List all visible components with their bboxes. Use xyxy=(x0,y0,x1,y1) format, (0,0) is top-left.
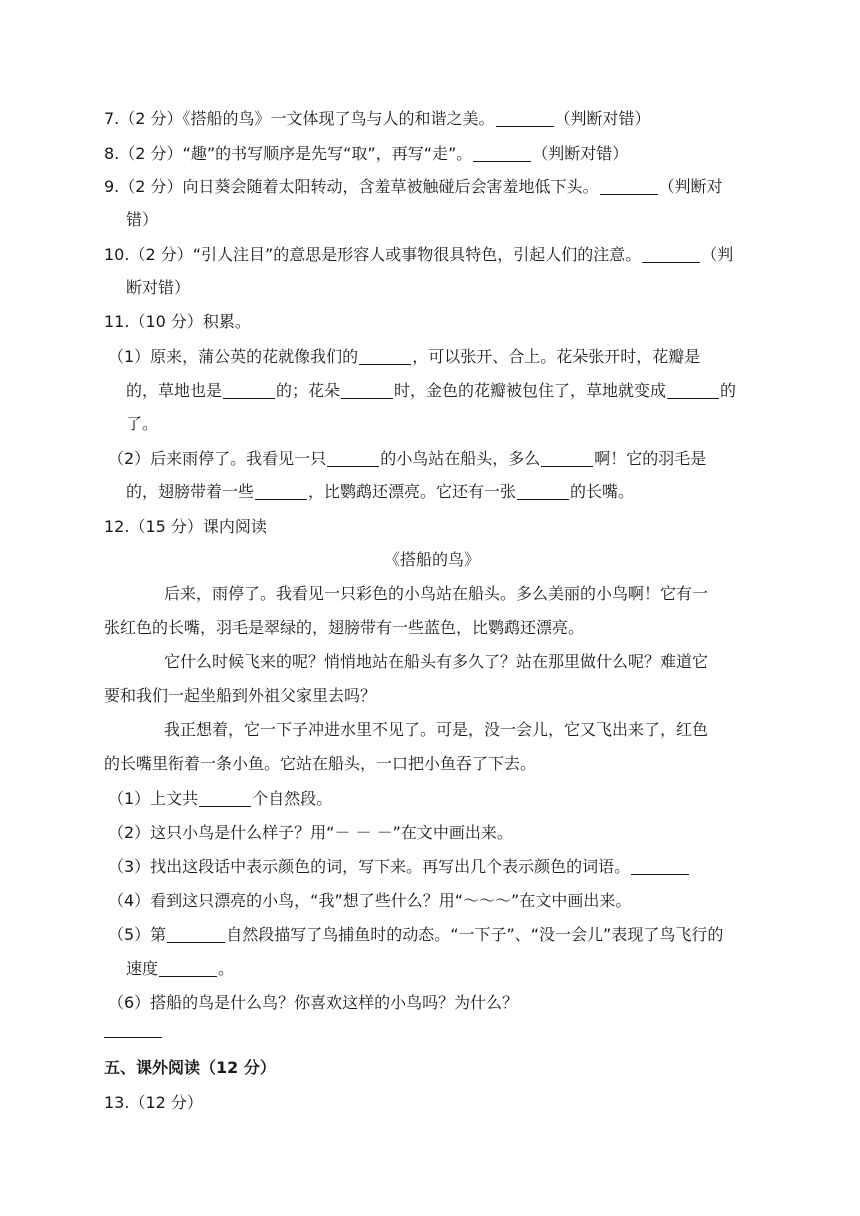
q11-p2-blank-2[interactable] xyxy=(541,448,593,467)
q11-p2-text-e: ，比鹦鹉还漂亮。它还有一张 xyxy=(308,482,517,501)
question-11-title xyxy=(104,305,760,339)
q11-p2-blank-3[interactable] xyxy=(255,481,307,500)
q11-p1-blank-4[interactable] xyxy=(667,380,719,399)
q11-p1-blank-2[interactable] xyxy=(223,380,275,399)
passage-line-4 xyxy=(104,679,760,713)
q11-part1-line2 xyxy=(126,374,760,408)
q11-p1-text-e: 时，金色的花瓣被包住了，草地就变成 xyxy=(394,381,667,400)
q12-sub-6 xyxy=(108,986,764,1020)
question-8 xyxy=(104,137,760,171)
question-10-cont xyxy=(126,271,760,305)
passage-text: 的长嘴里衔着一条小鱼。它站在船头，一口把小鱼吞了下去。 xyxy=(104,754,537,773)
q12-sub-4 xyxy=(108,884,764,918)
q12-s6-answer-blank[interactable] xyxy=(104,1037,162,1038)
q10-answer-blank[interactable] xyxy=(642,244,700,263)
q11-p1-blank-3[interactable] xyxy=(341,380,393,399)
question-13-title xyxy=(104,1086,760,1120)
q11-title-text: 11.（10 分）积累。 xyxy=(104,312,251,331)
q12-s5-blank-1[interactable] xyxy=(167,924,225,943)
passage-text: 要和我们一起坐船到外祖父家里去吗？ xyxy=(104,686,377,705)
question-10 xyxy=(104,238,760,272)
passage-text: 它什么时候飞来的呢？悄悄地站在船头有多久了？站在那里做什么呢？难道它 xyxy=(164,652,709,671)
q11-part2-line2 xyxy=(126,475,760,509)
question-12-title xyxy=(104,510,760,544)
q12-s5-text-c: 速度 xyxy=(126,959,159,978)
passage-text: 张红色的长嘴，羽毛是翠绿的，翅膀带有一些蓝色，比鹦鹉还漂亮。 xyxy=(104,618,585,637)
q12-sub-5 xyxy=(108,918,764,952)
q9-text: 9.（2 分）向日葵会随着太阳转动，含羞草被触碰后会害羞地低下头。 xyxy=(104,177,599,196)
q12-s6-text: （6）搭船的鸟是什么鸟？你喜欢这样的小鸟吗？为什么？ xyxy=(108,993,519,1012)
q11-p2-text-c: 啊！它的羽毛是 xyxy=(594,449,707,468)
q10-text: 10.（2 分）“引人注目”的意思是形容人或事物很具特色，引起人们的注意。 xyxy=(104,245,642,264)
q11-p1-text-c: 的，草地也是 xyxy=(126,381,223,400)
q11-p1-text-b: ，可以张开、合上。花朵张开时，花瓣是 xyxy=(412,347,701,366)
q11-p2-text-d: 的，翅膀带着一些 xyxy=(126,482,255,501)
q12-sub-2 xyxy=(108,816,764,850)
passage-line-5 xyxy=(164,713,760,747)
q12-s1-text-b: 个自然段。 xyxy=(252,789,333,808)
q7-answer-blank[interactable] xyxy=(496,108,554,127)
passage-title-text: 《搭船的鸟》 xyxy=(383,550,480,569)
question-7 xyxy=(104,102,760,136)
q11-part1-line3 xyxy=(126,407,760,441)
q12-s3-text: （3）找出这段话中表示颜色的词，写下来。再写出几个表示颜色的词语。 xyxy=(108,857,631,876)
section-5-title: 五、课外阅读（12 分） xyxy=(104,1058,276,1077)
q12-s5-blank-2[interactable] xyxy=(159,958,217,977)
passage-line-2 xyxy=(104,611,760,645)
q11-p1-text-f: 的 xyxy=(720,381,737,400)
q8-answer-blank[interactable] xyxy=(473,143,531,162)
q13-title-text: 13.（12 分） xyxy=(104,1093,203,1112)
q8-text: 8.（2 分）“趣”的书写顺序是先写“取”，再写“走”。 xyxy=(104,144,473,163)
q11-p2-blank-1[interactable] xyxy=(327,448,379,467)
q7-text: 7.（2 分）《搭船的鸟》一文体现了鸟与人的和谐之美。 xyxy=(104,109,495,128)
q11-p2-blank-4[interactable] xyxy=(517,481,569,500)
q11-p1-text-g: 了。 xyxy=(126,414,159,433)
q12-sub-3 xyxy=(108,850,764,884)
passage-text: 后来，雨停了。我看见一只彩色的小鸟站在船头。多么美丽的小鸟啊！它有一 xyxy=(164,584,709,603)
q12-s5-text-b: 自然段描写了鸟捕鱼时的动态。“一下子”、“没一会儿”表现了鸟飞行的 xyxy=(226,925,724,944)
q11-p1-text-a: （1）原来，蒲公英的花就像我们的 xyxy=(108,347,359,366)
q11-p2-text-b: 的小鸟站在船头，多么 xyxy=(380,449,541,468)
passage-title xyxy=(104,543,760,577)
q11-p1-blank-1[interactable] xyxy=(359,346,411,365)
q8-suffix: （判断对错） xyxy=(532,144,629,163)
q12-s2-text: （2）这只小鸟是什么样子？用“－ － －”在文中画出来。 xyxy=(108,823,513,842)
question-9-cont xyxy=(126,203,760,237)
q12-s5-text-a: （5）第 xyxy=(108,925,167,944)
q11-part1-line1 xyxy=(108,340,764,374)
q11-p2-text-f: 的长嘴。 xyxy=(570,482,635,501)
passage-text: 我正想着，它一下子冲进水里不见了。可是，没一会儿，它又飞出来了，红色 xyxy=(164,720,709,739)
q9-suffix: （判断对 xyxy=(658,177,723,196)
q12-title-text: 12.（15 分）课内阅读 xyxy=(104,517,267,536)
q10-suffix: （判 xyxy=(701,245,734,264)
q9-cont-text: 错） xyxy=(126,210,159,229)
q11-p2-text-a: （2）后来雨停了。我看见一只 xyxy=(108,449,327,468)
q12-sub-1 xyxy=(108,782,764,816)
q11-part2-line1 xyxy=(108,442,764,476)
q12-s4-text: （4）看到这只漂亮的小鸟，“我”想了些什么？用“～～～”在文中画出来。 xyxy=(108,891,632,910)
q10-cont-text: 断对错） xyxy=(126,278,191,297)
q7-suffix: （判断对错） xyxy=(554,109,651,128)
section-5-heading xyxy=(104,1051,760,1085)
passage-line-6 xyxy=(104,747,760,781)
q9-answer-blank[interactable] xyxy=(600,176,658,195)
passage-line-1 xyxy=(164,577,760,611)
question-9 xyxy=(104,170,760,204)
passage-line-3 xyxy=(164,645,760,679)
q11-p1-text-d: 的；花朵 xyxy=(276,381,341,400)
q12-s5-text-d: 。 xyxy=(218,959,235,978)
q12-sub-5-cont xyxy=(126,952,760,986)
q12-s1-text-a: （1）上文共 xyxy=(108,789,199,808)
q12-s3-blank[interactable] xyxy=(631,856,689,875)
q12-s1-blank[interactable] xyxy=(199,788,251,807)
